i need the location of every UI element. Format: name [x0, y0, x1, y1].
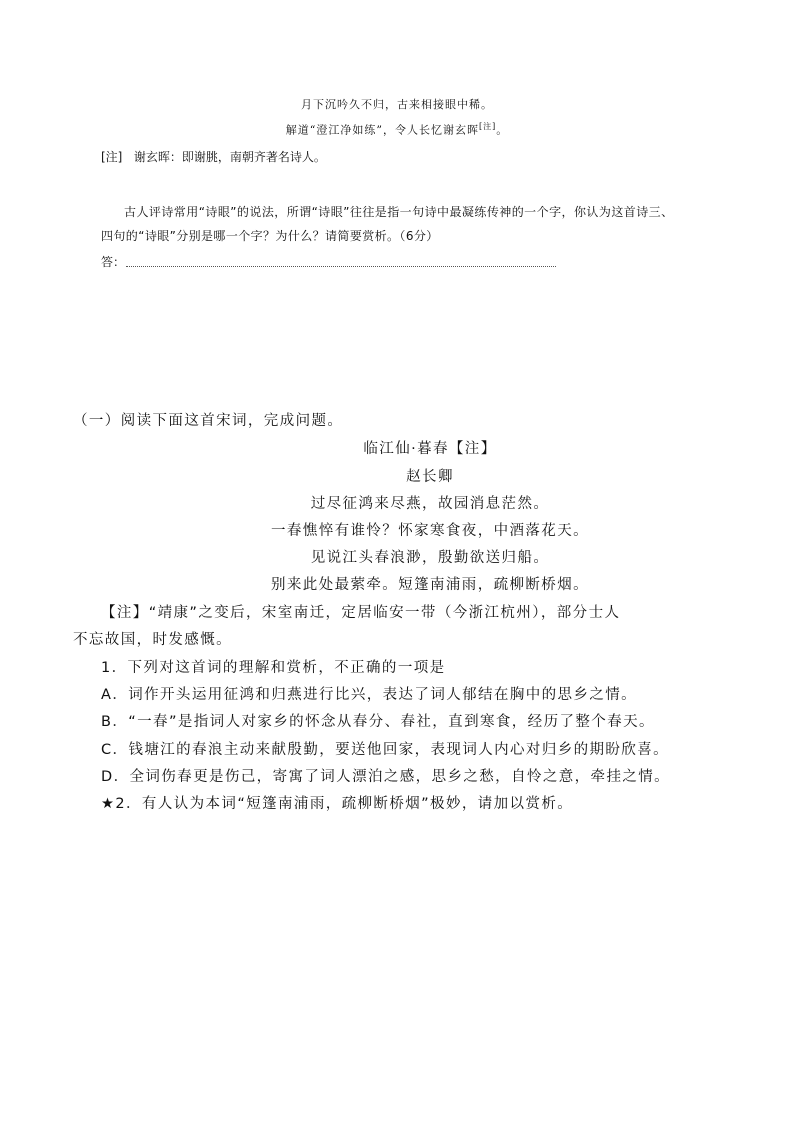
prev-poem-line-2-end: 。: [496, 123, 509, 137]
poem-title: 临江仙·暮春【注】: [363, 441, 497, 457]
prev-question-line-1: 古人评诗常用“诗眼”的说法，所谓“诗眼”往往是指一句诗中最凝练传神的一个字，你认为这首诗三、: [124, 205, 674, 219]
poem-author: 赵长卿: [406, 469, 454, 485]
poem-line-3: 见说江头春浪渺，殷勤欲送归船。: [310, 550, 550, 566]
question-1-option-c: C．钱塘江的春浪主动来献殷勤，要送他回家，表现词人内心对归乡的期盼欣喜。: [101, 742, 670, 758]
footnote-marker: [注]: [479, 122, 497, 131]
question-1-option-d: D．全词伤春更是伤己，寄寓了词人漂泊之感，思乡之愁，自怜之意，牵挂之情。: [101, 769, 671, 785]
poem-line-4: 别来此处最萦牵。短篷南浦雨，疏柳断桥烟。: [271, 577, 589, 593]
question-1-option-a: A．词作开头运用征鸿和归燕进行比兴，表达了词人郁结在胸中的思乡之情。: [101, 687, 638, 703]
prev-note-label: [注]: [101, 150, 123, 164]
poem-note-line-1: 【注】“靖康”之变后，宋室南迁，定居临安一带（今浙江杭州），部分士人: [101, 605, 621, 621]
poem-note-line-2: 不忘故国，时发感慨。: [73, 632, 232, 648]
prev-poem-line-2: [0, 121, 794, 138]
prev-poem-line-1: 月下沉吟久不归，古来相接眼中稀。: [301, 98, 493, 111]
question-2: ★2．有人认为本词“短篷南浦雨，疏柳断桥烟”极妙，请加以赏析。: [101, 796, 574, 812]
prev-note-text: 谢玄晖：即谢朓，南朝齐著名诗人。: [133, 150, 326, 164]
poem-line-1: 过尽征鸿来尽燕，故园消息茫然。: [310, 496, 550, 512]
answer-line[interactable]: [126, 266, 556, 267]
question-1-stem: 1．下列对这首词的理解和赏析，不正确的一项是: [101, 660, 446, 676]
prev-question-line-2: 四句的“诗眼”分别是哪一个字？为什么？请简要赏析。（6分）: [101, 229, 439, 243]
poem-line-2: 一春憔悴有谁怜？怀家寒食夜，中酒落花天。: [271, 523, 589, 539]
answer-label: 答：: [101, 255, 126, 269]
prev-poem-line-2-text: 解道“澄江净如练”，令人长忆谢玄晖: [285, 123, 479, 137]
section-heading: （一）阅读下面这首宋词，完成问题。: [73, 413, 344, 429]
question-1-option-b: B．“一春”是指词人对家乡的怀念从春分、春社，直到寒食，经历了整个春天。: [101, 714, 655, 730]
prev-note: [101, 148, 326, 165]
